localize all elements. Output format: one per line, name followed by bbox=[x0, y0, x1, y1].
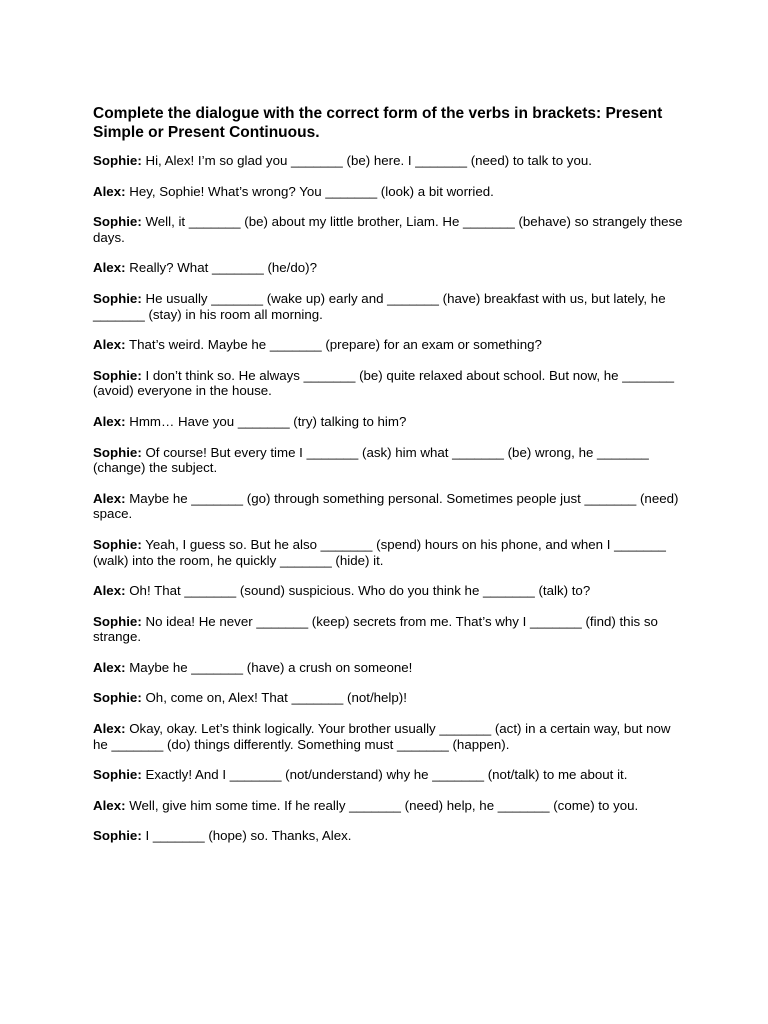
dialogue-text: Oh! That _______ (sound) suspicious. Who do you think he _______ (talk) to? bbox=[129, 583, 591, 599]
dialogue-line bbox=[93, 690, 683, 706]
speaker-name: Sophie: bbox=[93, 828, 142, 844]
dialogue-line bbox=[93, 537, 683, 568]
dialogue-line bbox=[93, 491, 683, 522]
dialogue-text: Well, it _______ (be) about my little brother, Liam. He _______ (behave) so strangely these days. bbox=[93, 214, 683, 245]
dialogue-line bbox=[93, 445, 683, 476]
dialogue-line bbox=[93, 368, 683, 399]
speaker-name: Alex: bbox=[93, 183, 126, 199]
speaker-name: Alex: bbox=[93, 659, 126, 675]
dialogue-line bbox=[93, 660, 683, 676]
dialogue-line bbox=[93, 583, 683, 599]
speaker-name: Alex: bbox=[93, 490, 126, 506]
dialogue-line bbox=[93, 291, 683, 322]
dialogue-line bbox=[93, 828, 683, 844]
dialogue-line bbox=[93, 153, 683, 169]
dialogue-text: Hey, Sophie! What’s wrong? You _______ (look) a bit worried. bbox=[129, 183, 494, 199]
dialogue-text: I don’t think so. He always _______ (be) quite relaxed about school. But now, he _______ (avoid) everyone in the house. bbox=[93, 367, 675, 399]
dialogue-text: Of course! But every time I _______ (ask) him what _______ (be) wrong, he _______ (change) the subject. bbox=[93, 444, 649, 476]
dialogue-text: Exactly! And I _______ (not/understand) why he _______ (not/talk) to me about it. bbox=[145, 767, 628, 783]
speaker-name: Sophie: bbox=[93, 536, 142, 552]
dialogue-text: I _______ (hope) so. Thanks, Alex. bbox=[145, 828, 352, 844]
speaker-name: Sophie: bbox=[93, 214, 142, 230]
dialogue-line bbox=[93, 184, 683, 200]
worksheet-page bbox=[93, 104, 683, 859]
dialogue-line bbox=[93, 767, 683, 783]
speaker-name: Alex: bbox=[93, 583, 126, 599]
dialogue-line bbox=[93, 260, 683, 276]
speaker-name: Sophie: bbox=[93, 690, 142, 706]
speaker-name: Sophie: bbox=[93, 367, 142, 383]
dialogue-text: No idea! He never _______ (keep) secrets from me. That’s why I _______ (find) this so strange. bbox=[93, 613, 658, 645]
speaker-name: Alex: bbox=[93, 337, 126, 353]
worksheet-instructions: Complete the dialogue with the correct form of the verbs in brackets: Present Simple or Present Continuous. bbox=[93, 105, 663, 141]
speaker-name: Sophie: bbox=[93, 444, 142, 460]
dialogue-text: Maybe he _______ (go) through something personal. Sometimes people just _______ (need) space. bbox=[93, 490, 679, 522]
dialogue-text: Hmm… Have you _______ (try) talking to him? bbox=[129, 413, 407, 429]
speaker-name: Sophie: bbox=[93, 290, 142, 306]
dialogue-line bbox=[93, 721, 683, 752]
dialogue-text: That’s weird. Maybe he _______ (prepare) for an exam or something? bbox=[128, 337, 542, 353]
dialogue-text: He usually _______ (wake up) early and _______ (have) breakfast with us, but lately, he _______ (stay) in his room all morning. bbox=[93, 290, 666, 322]
dialogue-line bbox=[93, 337, 683, 353]
speaker-name: Sophie: bbox=[93, 153, 142, 168]
dialogue-line bbox=[93, 214, 683, 245]
dialogue-line bbox=[93, 798, 683, 814]
dialogue-text: Hi, Alex! I’m so glad you _______ (be) here. I _______ (need) to talk to you. bbox=[145, 153, 592, 168]
dialogue-text: Really? What _______ (he/do)? bbox=[129, 260, 317, 276]
speaker-name: Sophie: bbox=[93, 613, 142, 629]
speaker-name: Alex: bbox=[93, 797, 126, 813]
dialogue-text: Okay, okay. Let’s think logically. Your brother usually _______ (act) in a certain way, but now he _______ (do) things differently. Something must _______ (happen). bbox=[93, 721, 671, 752]
speaker-name: Alex: bbox=[93, 721, 126, 737]
dialogue-text: Well, give him some time. If he really _______ (need) help, he _______ (come) to you. bbox=[129, 797, 639, 813]
dialogue-line bbox=[93, 414, 683, 430]
dialogue-text: Oh, come on, Alex! That _______ (not/help)! bbox=[145, 690, 407, 706]
speaker-name: Alex: bbox=[93, 413, 126, 429]
speaker-name: Alex: bbox=[93, 260, 126, 276]
dialogue-text: Yeah, I guess so. But he also _______ (spend) hours on his phone, and when I _______ (walk) into the room, he quickly _______ (hide) it. bbox=[93, 536, 666, 568]
dialogue-text: Maybe he _______ (have) a crush on someone! bbox=[129, 659, 413, 675]
speaker-name: Sophie: bbox=[93, 767, 142, 783]
dialogue bbox=[93, 153, 683, 844]
dialogue-line bbox=[93, 614, 683, 645]
